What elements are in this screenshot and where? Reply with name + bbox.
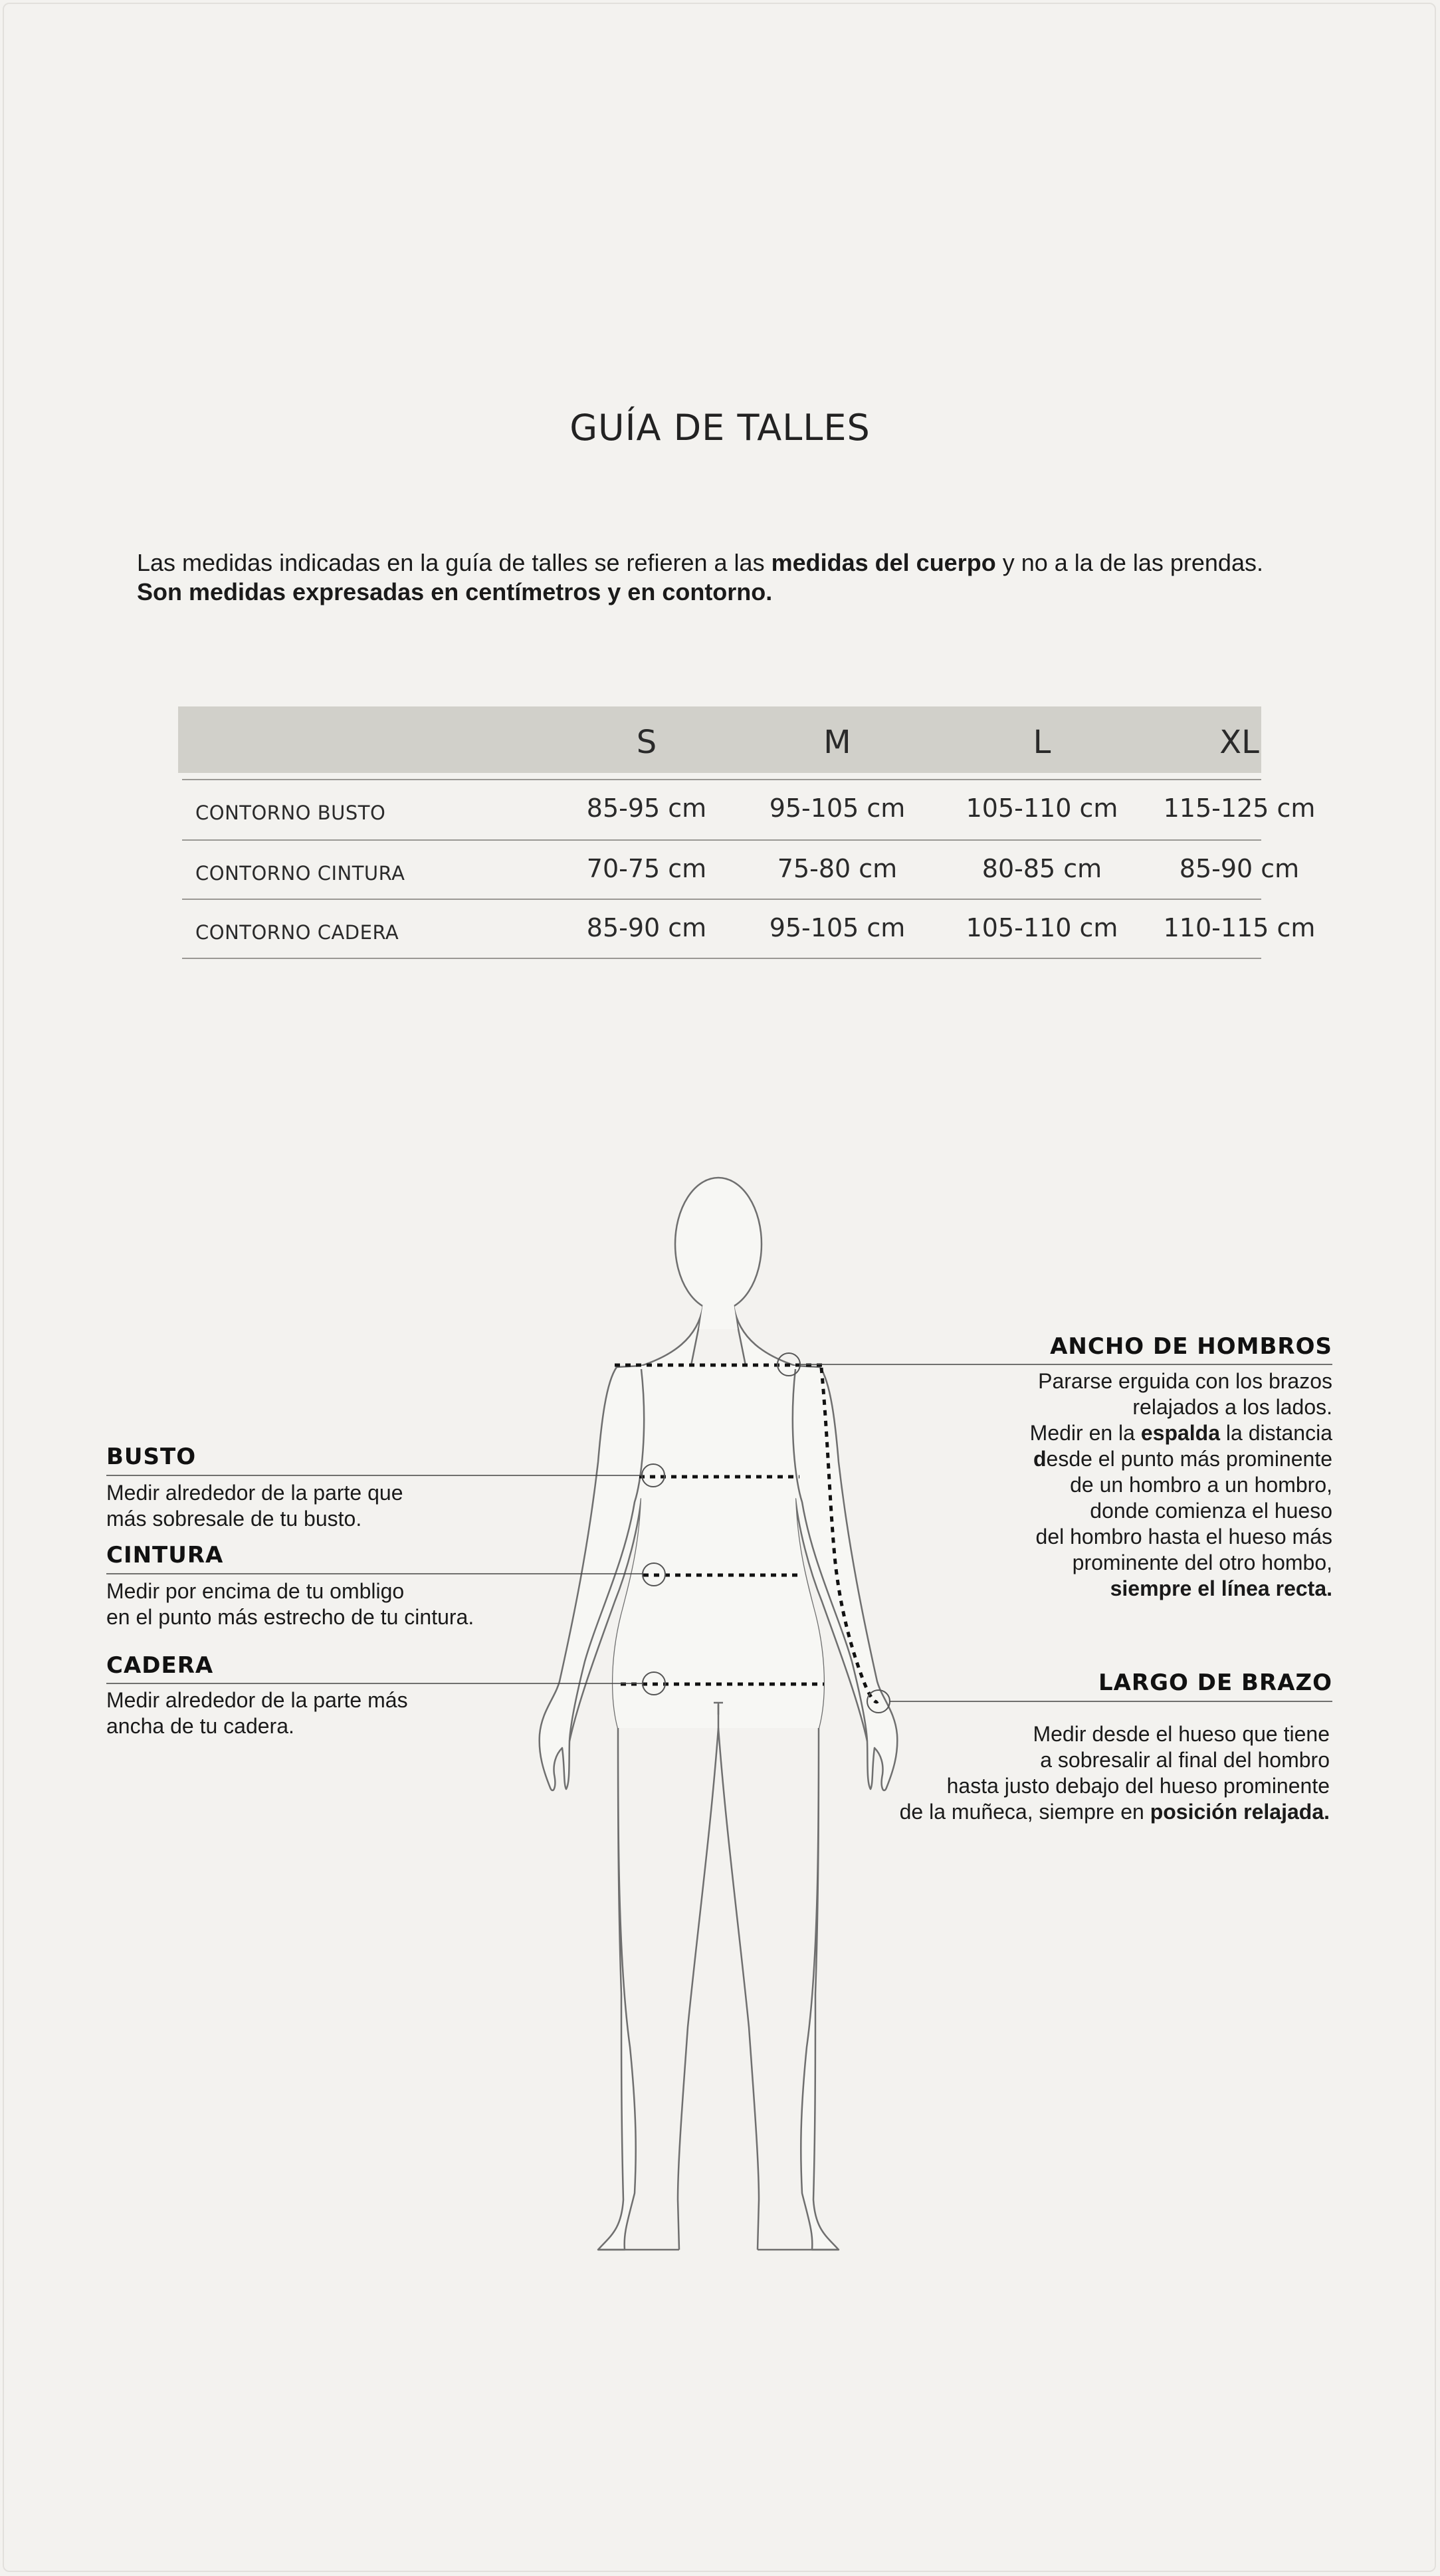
table-cell: 85-90 cm <box>586 913 707 942</box>
shoulder-description: Pararse erguida con los brazos relajados a los lados. Medir en la espalda la distancia desde el punto más prominente de un hombro a un hombro, donde comienza el hueso del hombro hasta el hueso más prominente del otro hombo, siempre el línea recta. <box>1029 1369 1332 1600</box>
arm-description: Medir desde el hueso que tiene a sobresalir al final del hombro hasta justo debajo del hueso prominente de la muñeca, siempre en posición relajada. <box>899 1722 1330 1824</box>
table-cell: 95-105 cm <box>769 794 906 823</box>
figure-head <box>675 1178 762 1311</box>
table-cell: 85-95 cm <box>586 794 707 823</box>
size-header-l: L <box>1033 724 1051 761</box>
row-label: CONTORNO CINTURA <box>195 862 405 885</box>
figure-neck <box>699 1303 738 1329</box>
table-cell: 115-125 cm <box>1163 794 1316 823</box>
page-title: GUÍA DE TALLES <box>569 407 871 449</box>
shoulder-heading: ANCHO DE HOMBROS <box>1050 1333 1332 1360</box>
table-cell: 105-110 cm <box>966 794 1118 823</box>
table-cell: 70-75 cm <box>586 854 707 883</box>
size-header-m: M <box>823 724 851 761</box>
table-cell: 85-90 cm <box>1179 854 1300 883</box>
row-label: CONTORNO BUSTO <box>195 802 386 824</box>
size-header-xl: XL <box>1219 724 1259 761</box>
table-cell: 75-80 cm <box>777 854 898 883</box>
hip-heading: CADERA <box>106 1652 214 1679</box>
table-cell: 110-115 cm <box>1163 913 1316 942</box>
hip-description: Medir alrededor de la parte más ancha de tu cadera. <box>106 1688 408 1738</box>
table-cell: 105-110 cm <box>966 913 1118 942</box>
table-cell: 95-105 cm <box>769 913 906 942</box>
waist-description: Medir por encima de tu ombligo en el punto más estrecho de tu cintura. <box>106 1579 474 1629</box>
waist-heading: CINTURA <box>106 1542 224 1568</box>
row-label: CONTORNO CADERA <box>195 921 399 944</box>
bust-description: Medir alrededor de la parte que más sobresale de tu busto. <box>106 1481 403 1531</box>
bust-heading: BUSTO <box>106 1444 197 1470</box>
arm-heading: LARGO DE BRAZO <box>1098 1669 1332 1696</box>
figure-inner-leg <box>678 1705 718 2250</box>
intro-text: Las medidas indicadas en la guía de talles se refieren a las medidas del cuerpo y no a la de las prendas. Son medidas expresadas en centímetros y en contorno. <box>137 549 1263 605</box>
table-cell: 80-85 cm <box>981 854 1102 883</box>
size-header-s: S <box>636 724 657 761</box>
